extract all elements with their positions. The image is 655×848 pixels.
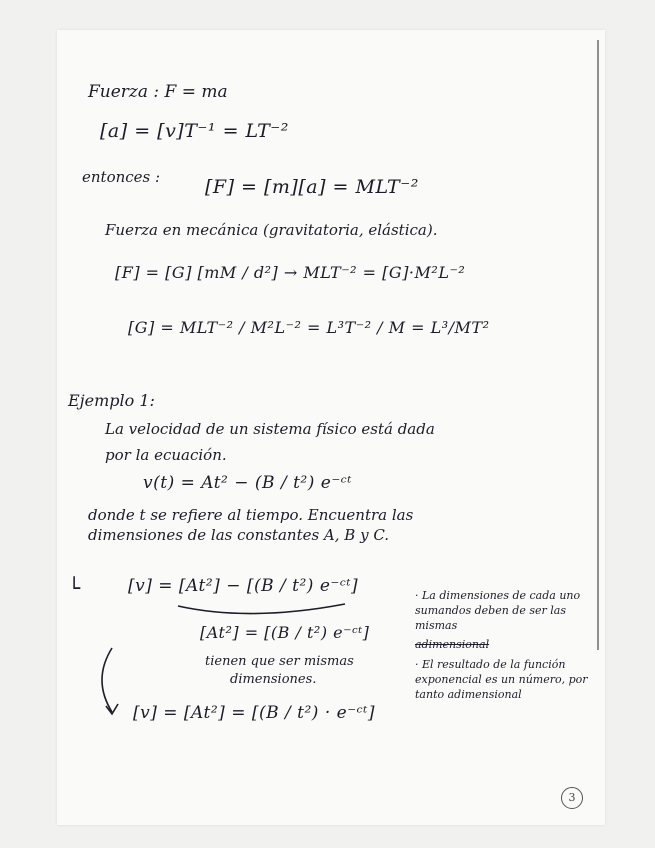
page-number: 3 <box>561 787 583 809</box>
fuerza-definition: Fuerza : F = ma <box>88 82 228 102</box>
tienen-text-line1: tienen que ser mismas <box>205 654 354 669</box>
problem-text-line1: La velocidad de un sistema físico está dada <box>105 420 435 438</box>
underbrace-mark <box>178 604 345 614</box>
tienen-text-line2: dimensiones. <box>230 672 317 687</box>
entonces-label: entonces : <box>82 168 161 186</box>
problem-text-line2: por la ecuación. <box>105 446 227 464</box>
fuerza-mecanica-text: Fuerza en mecánica (gravitatoria, elástica). <box>105 221 438 239</box>
ejemplo-heading: Ejemplo 1: <box>68 391 155 410</box>
force-dimensions: [F] = [m][a] = MLT⁻² <box>205 176 419 198</box>
side-note-2: · El resultado de la función exponencial es un número, por tanto adimensional <box>415 658 588 701</box>
problem-text-line4: dimensiones de las constantes A, B y C. <box>88 526 390 544</box>
gravitational-force-dimensions: [F] = [G] [mM / d²] → MLT⁻² = [G]·M²L⁻² <box>115 263 466 282</box>
side-note-struck: adimensional <box>415 638 490 651</box>
bracket-mark <box>102 648 112 712</box>
final-dimensions-equation: [v] = [At²] = [(B / t²) · e⁻ᶜᵗ] <box>133 703 375 723</box>
velocity-equation: v(t) = At² − (B / t²) e⁻ᶜᵗ <box>143 473 352 493</box>
dimensions-equation: [v] = [At²] − [(B / t²) e⁻ᶜᵗ] <box>128 576 359 596</box>
G-dimensions: [G] = MLT⁻² / M²L⁻² = L³T⁻² / M = L³/MT² <box>128 318 490 337</box>
acceleration-dimensions: [a] = [v]T⁻¹ = LT⁻² <box>100 120 289 142</box>
side-note-1: · La dimensiones de cada uno sumandos deben de ser las mismas <box>415 589 581 632</box>
dimensions-equality: [At²] = [(B / t²) e⁻ᶜᵗ] <box>200 623 370 642</box>
problem-text-line3: donde t se refiere al tiempo. Encuentra las <box>88 506 414 524</box>
arrow-mark: └ <box>68 576 81 600</box>
